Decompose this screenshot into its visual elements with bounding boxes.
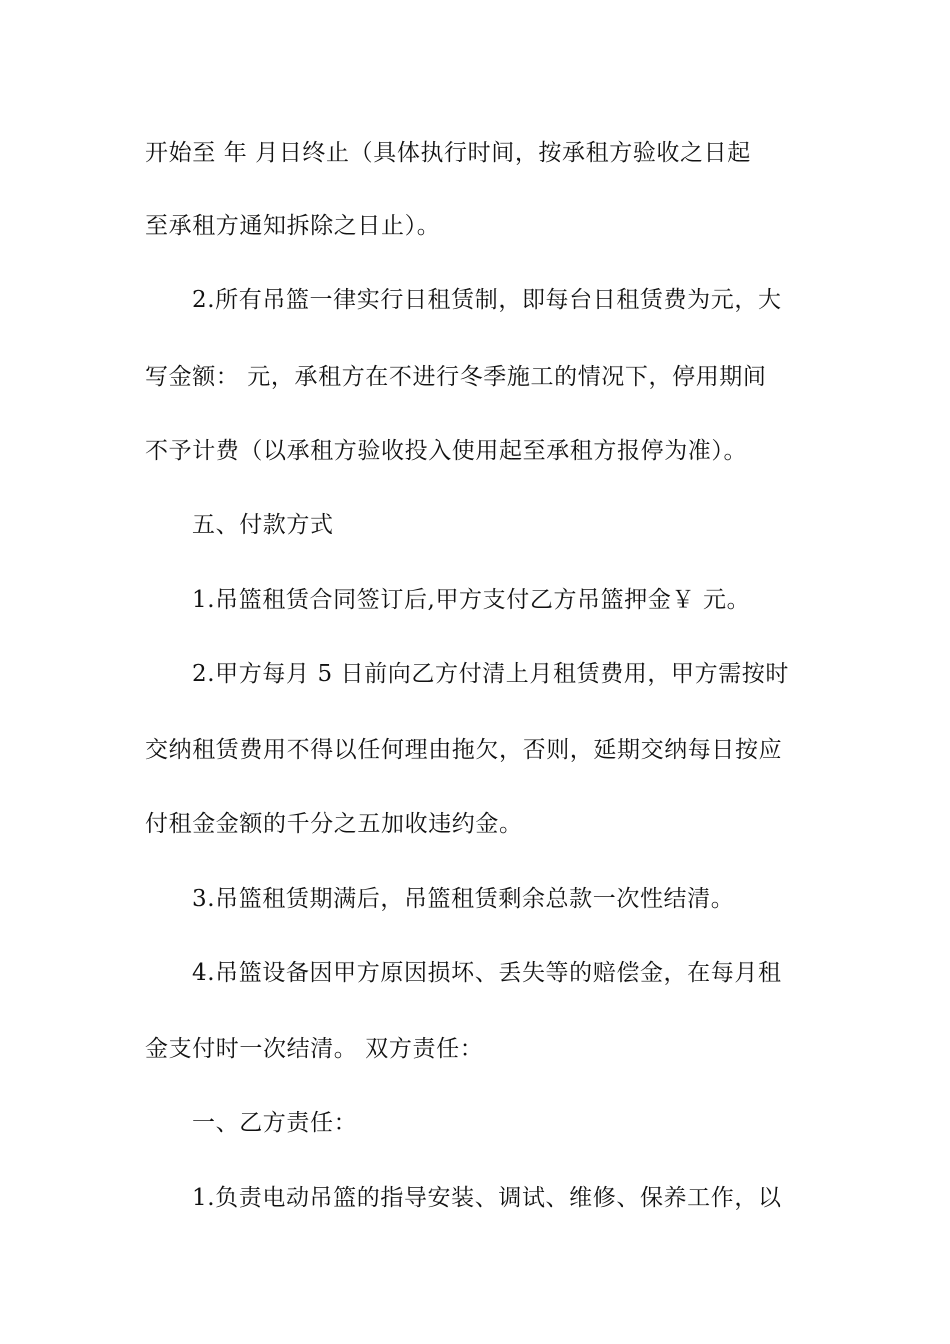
text-line-7: 1.吊篮租赁合同签订后,甲方支付乙方吊篮押金￥ 元。: [192, 587, 751, 613]
text-line-9: 交纳租赁费用不得以任何理由拖欠，否则，延期交纳每日按应: [145, 737, 783, 763]
text-line-13: 金支付时一次结清。 双方责任：: [145, 1036, 484, 1062]
text-line-3: 2.所有吊篮一律实行日租赁制，即每台日租赁费为元，大: [192, 287, 782, 313]
text-line-4: 写金额： 元，承租方在不进行冬季施工的情况下，停用期间: [145, 364, 767, 390]
text-line-11: 3.吊篮租赁期满后，吊篮租赁剩余总款一次性结清。: [192, 886, 735, 912]
section-heading-payment: 五、付款方式: [192, 512, 334, 538]
text-line-2: 至承租方通知拆除之日止）。: [145, 213, 441, 239]
text-line-5: 不予计费（以承租方验收投入使用起至承租方报停为准）。: [145, 438, 748, 464]
section-heading-party-b: 一、乙方责任：: [192, 1110, 358, 1136]
text-line-12: 4.吊篮设备因甲方原因损坏、丢失等的赔偿金，在每月租: [192, 960, 782, 986]
text-line-15: 1.负责电动吊篮的指导安装、调试、维修、保养工作，以: [192, 1185, 782, 1211]
text-line-10: 付租金金额的千分之五加收违约金。: [145, 811, 523, 837]
text-line-1: 开始至 年 月日终止（具体执行时间，按承租方验收之日起: [145, 140, 751, 166]
text-line-8: 2.甲方每月 5 日前向乙方付清上月租赁费用，甲方需按时: [192, 661, 789, 687]
